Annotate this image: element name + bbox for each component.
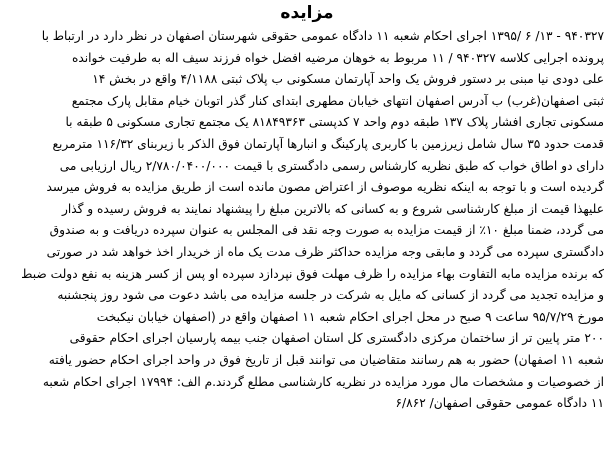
notice-line: مورخ ۹۵/۷/۲۹ ساعت ۹ صبح در محل اجرای احکام شعبه ۱۱ اصفهان واقع در (اصفهان خیابان نیکبخت [96,309,604,324]
notice-line: دارای دو اطاق خواب که طبق نظریه کارشناس رسمی دادگستری با قیمت ۲/۷۸۰/۰۴۰۰/۰۰۰ ریال ارزیابی می [59,158,604,173]
notice-line: ۲۰۰ متر پایین تر از ساختمان مرکزی دادگستری کل استان اصفهان جنب بیمه پارسیان اجرای احکام حقوقی [69,331,604,346]
notice-line: گردیده است و با توجه به اینکه نظریه موصوف از اعتراض مصون مانده است از طریق مزایده به فروش میرسد [46,180,604,195]
notice-line: ۱۱ دادگاه عمومی حقوقی اصفهان/ ۶/۸۶۲ [395,396,604,411]
notice-line: دادگستری سپرده می گردد و مابقی وجه مزایده حداکثر ظرف مدت یک ماه از خریدار اخذ خواهد شد در صورتی [46,244,604,259]
notice-line: قدمت حدود ۳۵ سال شامل زیرزمین با کاربری پارکینگ و انبارها آپارتمان فوق الذکر با زیربنای ۱۱۶/۳۲ مترمربع [52,136,604,151]
notice-line: علیهذا قیمت از مبلغ کارشناسی شروع و به کسانی که بالاترین مبلغ را پیشنهاد نمایند به فروش رسیده و گذار [61,201,604,216]
auction-notice [10,2,604,452]
notice-line: و مزایده تجدید می گردد از کسانی که مایل به شرکت در جلسه مزایده می باشد دعوت می شود روز پنجشنبه [57,288,604,303]
notice-body [10,26,604,415]
notice-line: شعبه ۱۱ اصفهان) حضور به هم رسانند متقاضیان می توانند قبل از تاریخ فوق در واحد اجرای احکام حضور یافته [48,352,604,367]
notice-line: علی دودی نیا مبنی بر دستور فروش یک واحد آپارتمان مسکونی ب پلاک ثبتی ۴/۱۱۸۸ واقع در بخش ۱۴ [92,72,604,87]
notice-line: پرونده اجرایی کلاسه ۹۴۰۳۲۷ / ۱۱ مربوط به خوهان مرضیه افضل خواه فرزند سیف اله به طرفیت خوانده [72,50,604,65]
notice-line: که برنده مزایده مابه التفاوت بهاء مزایده را ظرف مهلت فوق نپردازد سپرده او پس از کسر هزینه به نفع دولت ضبط [21,266,604,281]
notice-line: مسکونی تجاری افشار پلاک ۱۳۷ طبقه دوم واحد ۷ کدپستی ۸۱۸۴۹۳۶۳ یک مجتمع تجاری مسکونی ۵ طبقه با [65,115,604,130]
notice-line: می گردد، ضمنا مبلغ ۱۰٪ از قیمت مزایده به صورت وجه نقد فی المجلس به عنوان سپرده دریافت و به صندوق [49,223,604,238]
notice-title: مزایده [280,3,334,23]
notice-line: ۹۴۰۳۲۷ - ۱۳/ ۶ /۱۳۹۵ اجرای احکام شعبه ۱۱ دادگاه عمومی حقوقی شهرستان اصفهان در نظر دارد در ارتباط با [41,29,604,43]
notice-line: ثبتی اصفهان(غرب) ب آدرس اصفهان انتهای خیابان مطهری ابتدای کنار گذر اتوبان خیام مقابل پارک مجتمع [71,93,604,108]
notice-line: از خصوصیات و مشخصات مال مورد مزایده در نظریه کارشناسی مطلع گردند.م الف: ۱۷۹۹۴ اجرای احکام شعبه [42,374,604,389]
